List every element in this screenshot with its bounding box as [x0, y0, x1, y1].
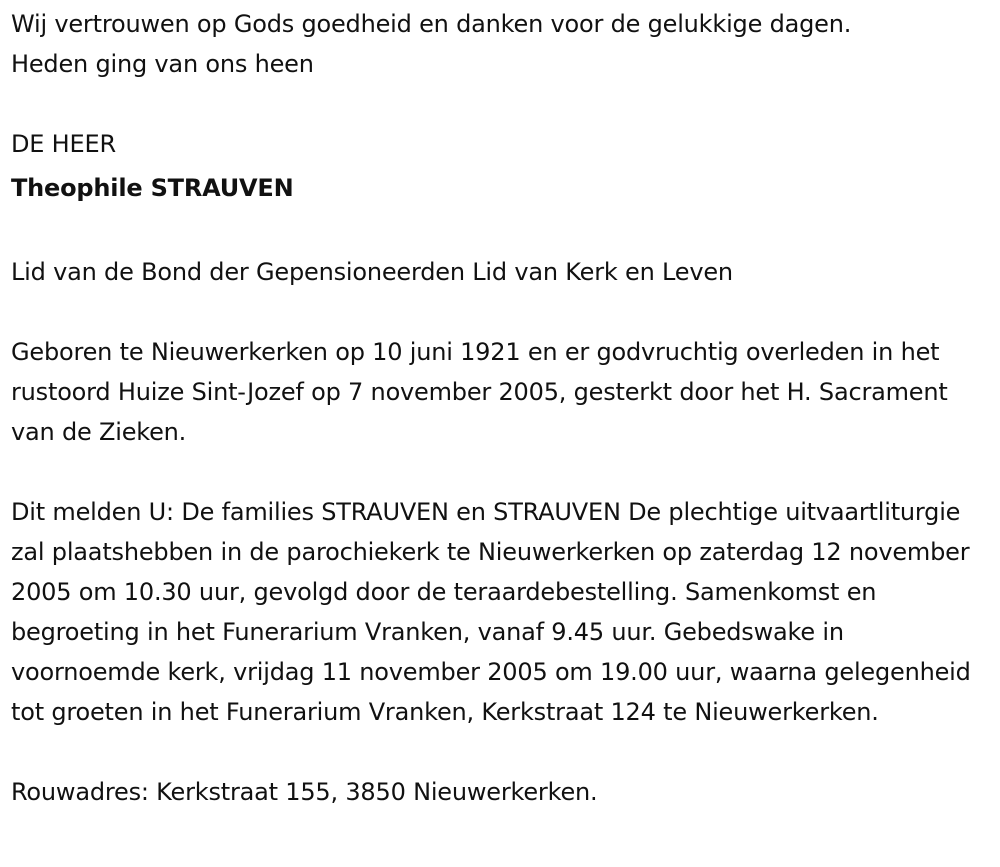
spacer	[11, 292, 996, 332]
mourning-address: Rouwadres: Kerkstraat 155, 3850 Nieuwerkerken.	[11, 778, 598, 806]
obituary-notice	[11, 4, 996, 812]
honorific: DE HEER	[11, 130, 116, 158]
spacer	[11, 212, 996, 252]
spacer	[11, 84, 996, 124]
deceased-name: Theophile STRAUVEN	[11, 174, 294, 202]
spacer	[11, 732, 996, 772]
opening-line-2: Heden ging van ons heen	[11, 50, 314, 78]
spacer	[11, 452, 996, 492]
opening-line-1: Wij vertrouwen op Gods goedheid en danken voor de gelukkige dagen.	[11, 10, 852, 38]
birth-death-paragraph: Geboren te Nieuwerkerken op 10 juni 1921 en er godvruchtig overleden in het rustoord Huize Sint-Jozef op 7 november 2005, gesterkt door het H. Sacrament van de Zieken.	[11, 338, 948, 446]
announcement-paragraph: Dit melden U: De families STRAUVEN en STRAUVEN De plechtige uitvaartliturgie zal plaatshebben in de parochiekerk te Nieuwerkerken op zaterdag 12 november 2005 om 10.30 uur, gevolgd door de teraardebestelling. Samenkomst en begroeting in het Funerarium Vranken, vanaf 9.45 uur. Gebedswake in voornoemde kerk, vrijdag 11 november 2005 om 19.00 uur, waarna gelegenheid tot groeten in het Funerarium Vranken, Kerkstraat 124 te Nieuwerkerken.	[11, 498, 971, 726]
memberships: Lid van de Bond der Gepensioneerden Lid van Kerk en Leven	[11, 258, 733, 286]
